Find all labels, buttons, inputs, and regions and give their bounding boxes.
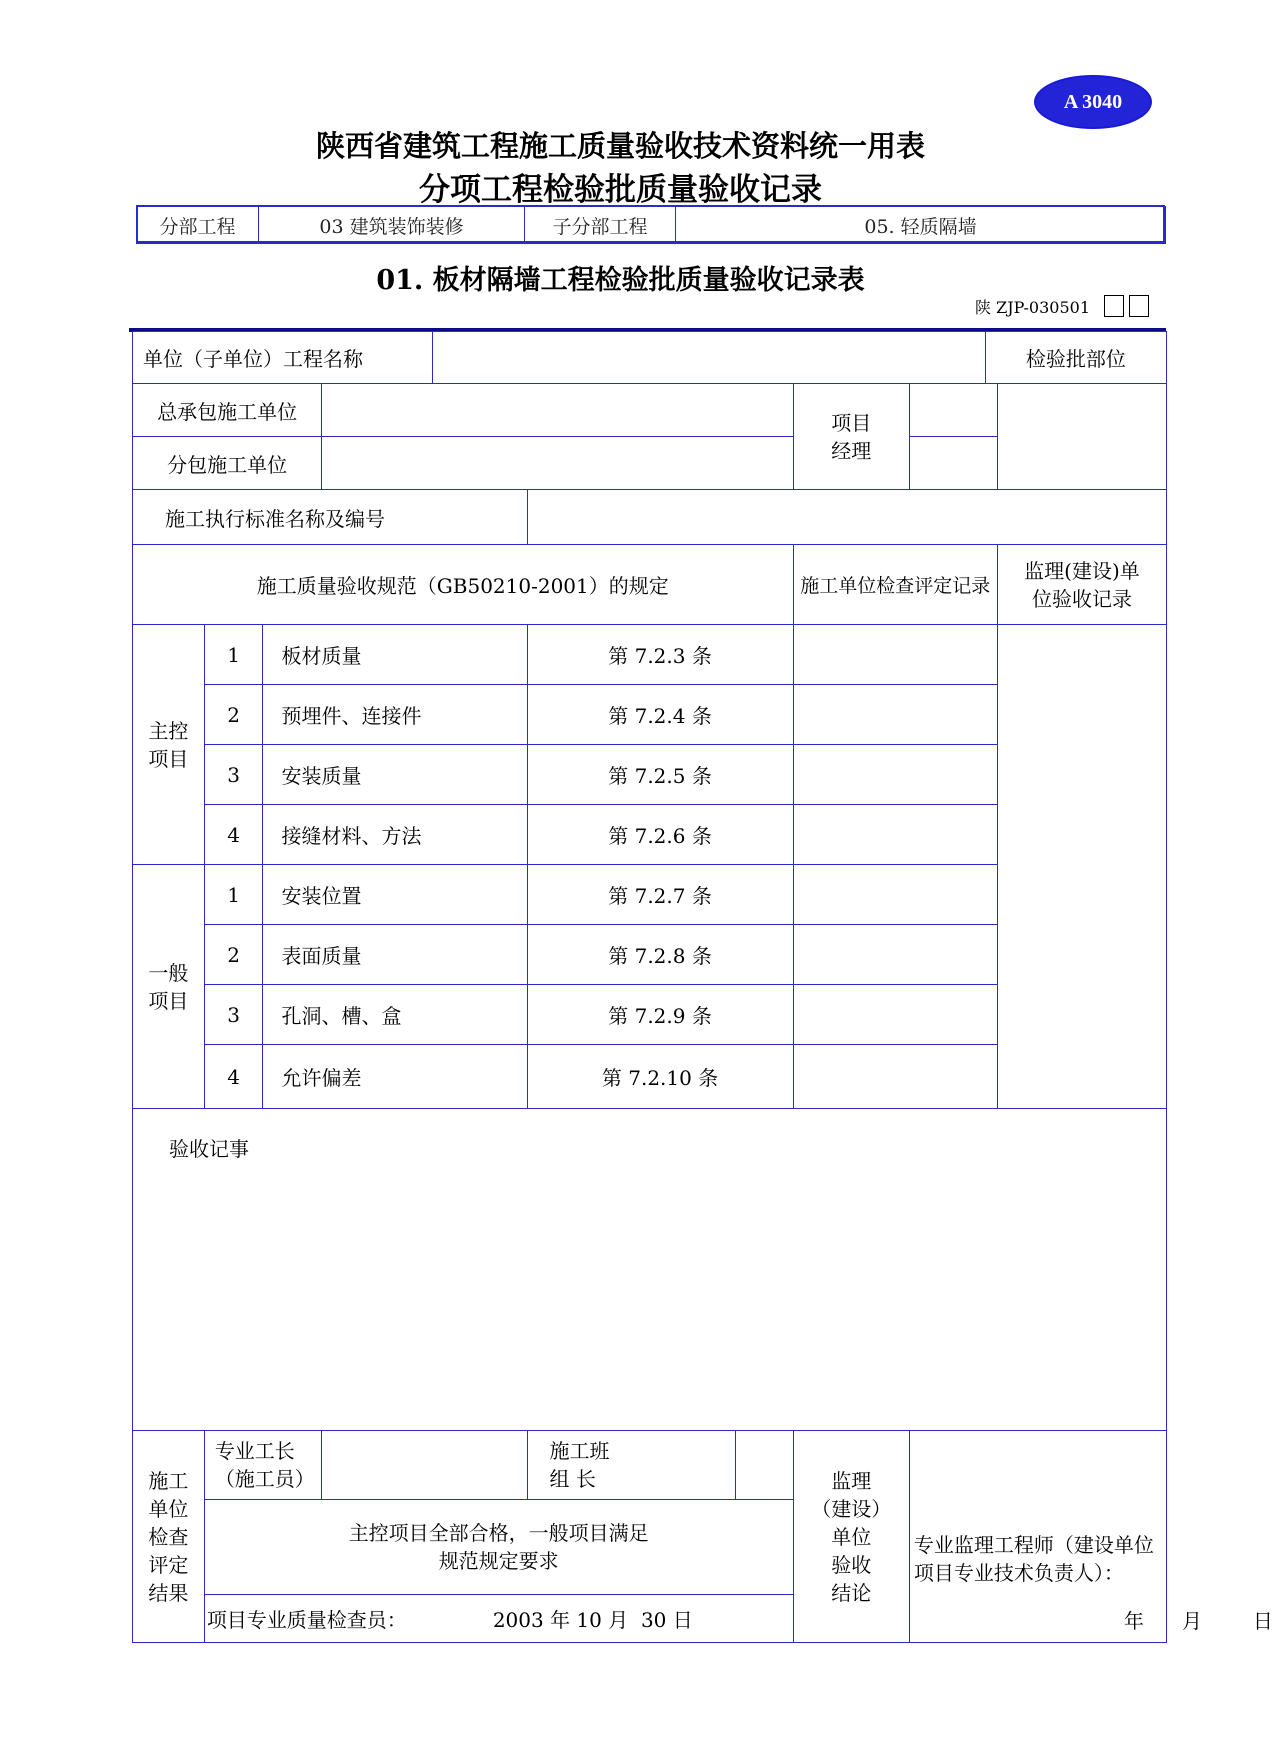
subcontractor-value[interactable]: [322, 437, 793, 490]
subcontractor-label: 分包施工单位: [133, 437, 322, 490]
item-construction-record[interactable]: [793, 865, 997, 925]
standard-value[interactable]: [527, 490, 1166, 545]
item-no: 1: [204, 865, 263, 925]
item-name: 安装位置: [263, 865, 527, 925]
item-no: 2: [204, 925, 263, 985]
item-construction-record[interactable]: [793, 985, 997, 1045]
item-name: 表面质量: [263, 925, 527, 985]
item-no: 2: [204, 685, 263, 745]
item-name: 板材质量: [263, 625, 527, 685]
item-clause: 第 7.2.3 条: [527, 625, 793, 685]
construction-result-label: 施工 单位 检查 评定 结果: [133, 1431, 205, 1643]
subdivision-label: 分部工程: [137, 207, 259, 244]
inspector-row: [204, 1595, 793, 1643]
general-contractor-value[interactable]: [322, 384, 793, 437]
item-clause: 第 7.2.6 条: [527, 805, 793, 865]
item-name: 允许偏差: [263, 1045, 527, 1109]
general-contractor-label: 总承包施工单位: [133, 384, 322, 437]
engineer-label-2: 项目专业技术负责人）：: [913, 1561, 1124, 1585]
form-code: 陕 ZJP-030501: [975, 298, 1090, 317]
general-items-label: 一般 项目: [133, 865, 205, 1109]
batch-part-value[interactable]: [997, 384, 1166, 490]
project-manager-label: 项目 经理: [793, 384, 909, 490]
item-no: 3: [204, 745, 263, 805]
sub-subdivision-value: 05. 轻质隔墙: [676, 207, 1166, 244]
item-no: 4: [204, 805, 263, 865]
supervision-record-value[interactable]: [997, 625, 1166, 1109]
code-checkbox-2[interactable]: [1129, 295, 1149, 317]
project-manager-value-2[interactable]: [909, 437, 997, 490]
item-clause: 第 7.2.8 条: [527, 925, 793, 985]
item-clause: 第 7.2.5 条: [527, 745, 793, 805]
engineer-label-1: 专业监理工程师（建设单位: [913, 1533, 1154, 1557]
inspection-table: [132, 331, 1273, 1643]
unit-name-value[interactable]: [433, 332, 985, 384]
form-number-badge: A 3040: [1034, 75, 1152, 129]
team-leader-value[interactable]: [735, 1431, 793, 1500]
subdivision-bar: [136, 206, 1166, 244]
item-clause: 第 7.2.4 条: [527, 685, 793, 745]
construction-conclusion[interactable]: 主控项目全部合格，一般项目满足 规范规定要求: [204, 1500, 793, 1595]
item-no: 3: [204, 985, 263, 1045]
item-construction-record[interactable]: [793, 745, 997, 805]
item-name: 接缝材料、方法: [263, 805, 527, 865]
item-construction-record[interactable]: [793, 805, 997, 865]
table-title: 01. 板材隔墙工程检验批质量验收记录表: [376, 265, 865, 296]
main-control-label: 主控 项目: [133, 625, 205, 865]
supervision-record-header: 监理(建设)单 位验收记录: [997, 545, 1166, 625]
remarks-label: 验收记事: [169, 1137, 249, 1161]
foreman-value[interactable]: [322, 1431, 527, 1500]
standard-label: 施工执行标准名称及编号: [133, 490, 528, 545]
item-construction-record[interactable]: [793, 685, 997, 745]
team-leader-label: 施工班 组 长: [527, 1431, 735, 1500]
remarks-area[interactable]: [133, 1109, 1167, 1431]
item-name: 预埋件、连接件: [263, 685, 527, 745]
item-construction-record[interactable]: [793, 625, 997, 685]
item-construction-record[interactable]: [793, 1045, 997, 1109]
batch-part-label: 检验批部位: [985, 332, 1166, 384]
item-name: 孔洞、槽、盒: [263, 985, 527, 1045]
subdivision-value: 03 建筑装饰装修: [259, 207, 525, 244]
supervision-conclusion-label: 监理 （建设） 单位 验收 结论: [793, 1431, 909, 1643]
supervision-date: 年 月 日: [1123, 1609, 1273, 1633]
unified-table-title: 陕西省建筑工程施工质量验收技术资料统一用表: [315, 129, 925, 163]
record-title: 分项工程检验批质量验收记录: [419, 172, 822, 208]
foreman-label: 专业工长 （施工员）: [204, 1431, 321, 1500]
supervision-conclusion-area[interactable]: [909, 1431, 1273, 1643]
inspector-label: 项目专业质量检查员：: [206, 1608, 407, 1632]
item-no: 1: [204, 625, 263, 685]
item-clause: 第 7.2.7 条: [527, 865, 793, 925]
unit-name-label: 单位（子单位）工程名称: [133, 332, 433, 384]
inspection-date: 2003 年 10 月 30 日: [492, 1608, 693, 1632]
project-manager-value-1[interactable]: [909, 384, 997, 437]
item-clause: 第 7.2.10 条: [527, 1045, 793, 1109]
item-construction-record[interactable]: [793, 925, 997, 985]
item-clause: 第 7.2.9 条: [527, 985, 793, 1045]
item-name: 安装质量: [263, 745, 527, 805]
item-no: 4: [204, 1045, 263, 1109]
code-checkbox-1[interactable]: [1104, 295, 1124, 317]
sub-subdivision-label: 子分部工程: [525, 207, 676, 244]
construction-record-header: 施工单位检查评定记录: [793, 545, 997, 625]
regulation-header: 施工质量验收规范（GB50210-2001）的规定: [133, 545, 794, 625]
